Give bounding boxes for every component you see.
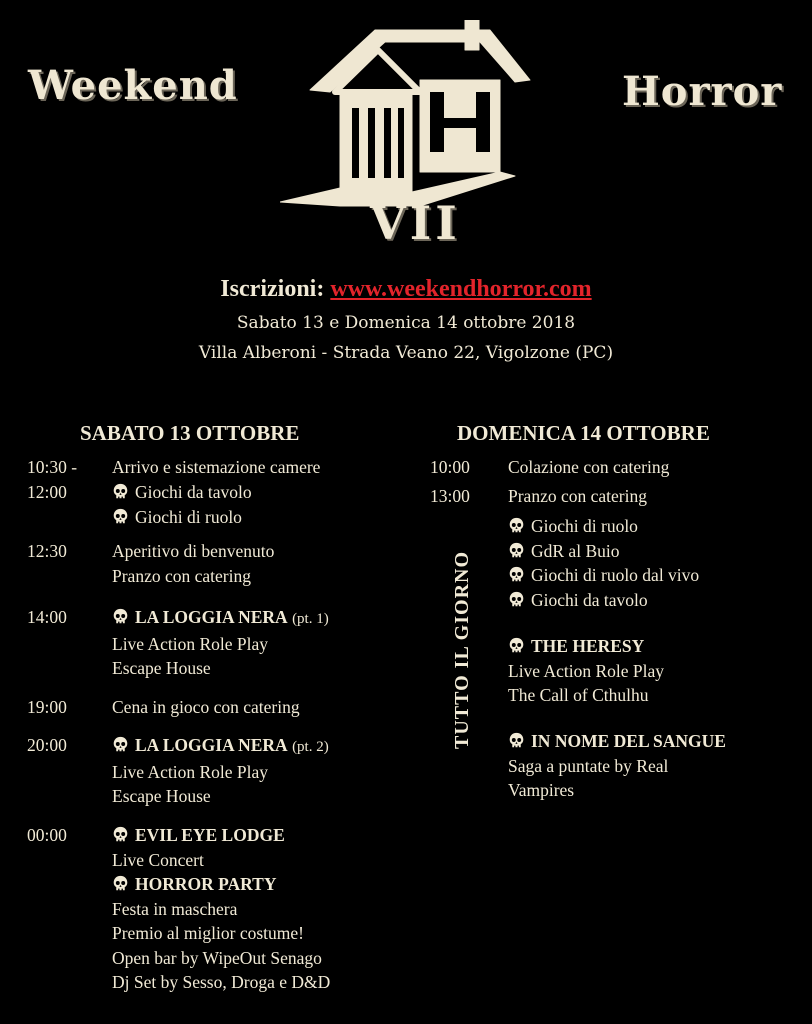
event-line: Live Action Role Play bbox=[112, 633, 269, 654]
saturday-heading: SABATO 13 OTTOBRE bbox=[80, 421, 300, 445]
event-line: Open bar by WipeOut Senago bbox=[112, 947, 322, 968]
event-line: Festa in maschera bbox=[112, 898, 238, 919]
skull-icon bbox=[508, 591, 525, 608]
schedule-row bbox=[27, 455, 320, 480]
time-label: 13:00 bbox=[430, 486, 470, 506]
schedule-row bbox=[27, 695, 300, 720]
skull-icon bbox=[112, 508, 129, 525]
event-line: Live Concert bbox=[112, 849, 204, 870]
time-label: 12:00 bbox=[27, 482, 67, 502]
event-title: HORROR PARTY bbox=[112, 872, 330, 897]
all-day-label: TUTTO IL GIORNO bbox=[451, 550, 473, 750]
schedule-row bbox=[27, 539, 274, 588]
event-line: GdR al Buio bbox=[508, 539, 699, 564]
event-line: Pranzo con catering bbox=[508, 486, 647, 506]
registration-link[interactable]: www.weekendhorror.com bbox=[330, 276, 592, 302]
event-line: Colazione con catering bbox=[508, 457, 670, 477]
event-line: Giochi da tavolo bbox=[112, 480, 252, 505]
schedule-row bbox=[508, 729, 726, 803]
skull-icon bbox=[112, 608, 129, 625]
schedule-row bbox=[508, 514, 699, 612]
event-line: Escape House bbox=[112, 786, 211, 806]
skull-icon bbox=[508, 732, 525, 749]
sunday-heading: DOMENICA 14 OTTOBRE bbox=[457, 421, 710, 445]
event-title: IN NOME DEL SANGUE bbox=[508, 729, 726, 754]
registration-label: Iscrizioni: bbox=[220, 276, 325, 302]
event-line: Giochi di ruolo dal vivo bbox=[508, 563, 699, 588]
time-label: 10:00 bbox=[430, 457, 470, 477]
schedule-row bbox=[508, 634, 664, 708]
skull-icon bbox=[112, 826, 129, 843]
registration-line bbox=[0, 276, 812, 303]
event-line: Giochi di ruolo bbox=[508, 514, 699, 539]
event-title: THE HERESY bbox=[508, 634, 664, 659]
event-location: Villa Alberoni - Strada Veano 22, Vigolzone (PC) bbox=[198, 343, 614, 363]
event-line: The Call of Cthulhu bbox=[508, 685, 649, 705]
time-label: 00:00 bbox=[27, 825, 67, 845]
event-line: Arrivo e sistemazione camere bbox=[112, 457, 321, 477]
schedule-row bbox=[27, 480, 252, 529]
time-label: 19:00 bbox=[27, 697, 67, 717]
schedule-row bbox=[430, 455, 669, 480]
schedule-row bbox=[430, 484, 647, 509]
brand-weekend: Weekend bbox=[28, 62, 238, 109]
skull-icon bbox=[112, 483, 129, 500]
brand-horror: Horror bbox=[622, 68, 783, 115]
schedule-row bbox=[27, 733, 329, 809]
event-line: Giochi di ruolo bbox=[112, 505, 252, 530]
skull-icon bbox=[508, 517, 525, 534]
event-line: Aperitivo di benvenuto bbox=[112, 541, 275, 561]
event-line: Premio al miglior costume! bbox=[112, 923, 304, 943]
skull-icon bbox=[112, 875, 129, 892]
event-line: Giochi da tavolo bbox=[508, 588, 699, 613]
event-line: Pranzo con catering bbox=[112, 565, 251, 586]
event-line: Live Action Role Play bbox=[508, 660, 665, 681]
event-title: EVIL EYE LODGE bbox=[112, 823, 330, 848]
event-title: LA LOGGIA NERA (pt. 1) bbox=[112, 605, 329, 632]
schedule-row bbox=[27, 823, 330, 995]
skull-icon bbox=[508, 542, 525, 559]
house-logo-icon bbox=[280, 20, 540, 220]
event-line: Vampires bbox=[508, 780, 575, 800]
event-line: Dj Set by Sesso, Droga e D&D bbox=[112, 972, 331, 992]
event-line: Cena in gioco con catering bbox=[112, 697, 300, 717]
skull-icon bbox=[112, 736, 129, 753]
time-label: 12:30 bbox=[27, 541, 67, 561]
time-label: 20:00 bbox=[27, 735, 67, 755]
event-line: Saga a puntate by Real bbox=[508, 755, 669, 776]
event-dates: Sabato 13 e Domenica 14 ottobre 2018 bbox=[236, 313, 576, 333]
edition-number: VII bbox=[370, 196, 461, 250]
event-line: Live Action Role Play bbox=[112, 761, 269, 782]
skull-icon bbox=[508, 637, 525, 654]
skull-icon bbox=[508, 566, 525, 583]
event-line: Escape House bbox=[112, 658, 211, 678]
schedule-row bbox=[27, 605, 329, 681]
event-title: LA LOGGIA NERA (pt. 2) bbox=[112, 733, 329, 760]
time-label: 14:00 bbox=[27, 607, 67, 627]
time-label: 10:30 - bbox=[27, 457, 78, 477]
